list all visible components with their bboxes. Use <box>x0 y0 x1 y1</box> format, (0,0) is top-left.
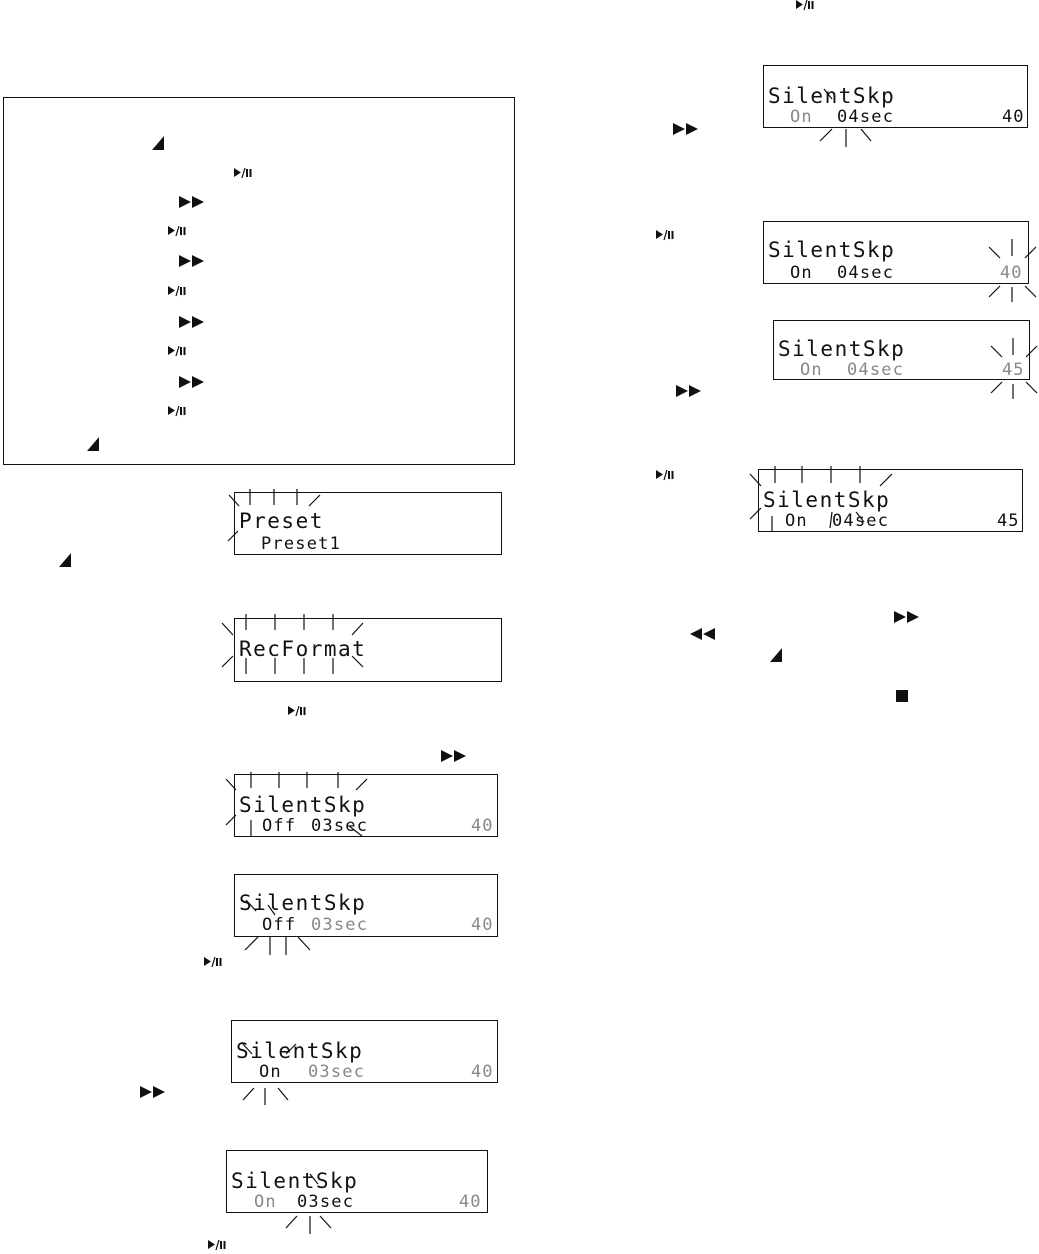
lcd-line1: SilentSkp <box>231 1169 359 1193</box>
lcd-time: 04sec <box>832 511 890 531</box>
lcd-line1: SilentSkp <box>236 1039 364 1063</box>
lcd-mode: On <box>800 360 823 380</box>
lcd-time: 04sec <box>837 107 895 127</box>
lcd-time: 04sec <box>847 360 905 380</box>
lcd-mode: Off <box>262 915 297 935</box>
lcd-level: 45 <box>997 511 1020 531</box>
lcd-line1: SilentSkp <box>239 891 367 915</box>
lcd-line1: Preset <box>239 509 324 533</box>
lcd-line1: SilentSkp <box>768 238 896 262</box>
lcd-time: 03sec <box>311 915 369 935</box>
lcd-time: 03sec <box>308 1062 366 1082</box>
lcd-time: 03sec <box>311 816 369 836</box>
lcd-line1: RecFormat <box>239 637 367 661</box>
lcd-time: 03sec <box>297 1192 355 1212</box>
lcd-line1: SilentSkp <box>778 337 906 361</box>
lcd-level: 40 <box>1000 263 1023 283</box>
lcd-line2: Preset1 <box>261 534 342 554</box>
lcd-mode: On <box>790 107 813 127</box>
lcd-mode: On <box>259 1062 282 1082</box>
lcd-level: 40 <box>1002 107 1025 127</box>
lcd-line1: SilentSkp <box>768 84 896 108</box>
lcd-level: 40 <box>459 1192 482 1212</box>
lcd-mode: Off <box>262 816 297 836</box>
lcd-mode: On <box>254 1192 277 1212</box>
lcd-level: 40 <box>471 915 494 935</box>
lcd-line1: SilentSkp <box>763 488 891 512</box>
lcd-level: 40 <box>471 816 494 836</box>
lcd-mode: On <box>785 511 808 531</box>
lcd-line1: SilentSkp <box>239 793 367 817</box>
lcd-level: 40 <box>471 1062 494 1082</box>
lcd-mode: On <box>790 263 813 283</box>
lcd-time: 04sec <box>837 263 895 283</box>
lcd-level: 45 <box>1002 360 1025 380</box>
